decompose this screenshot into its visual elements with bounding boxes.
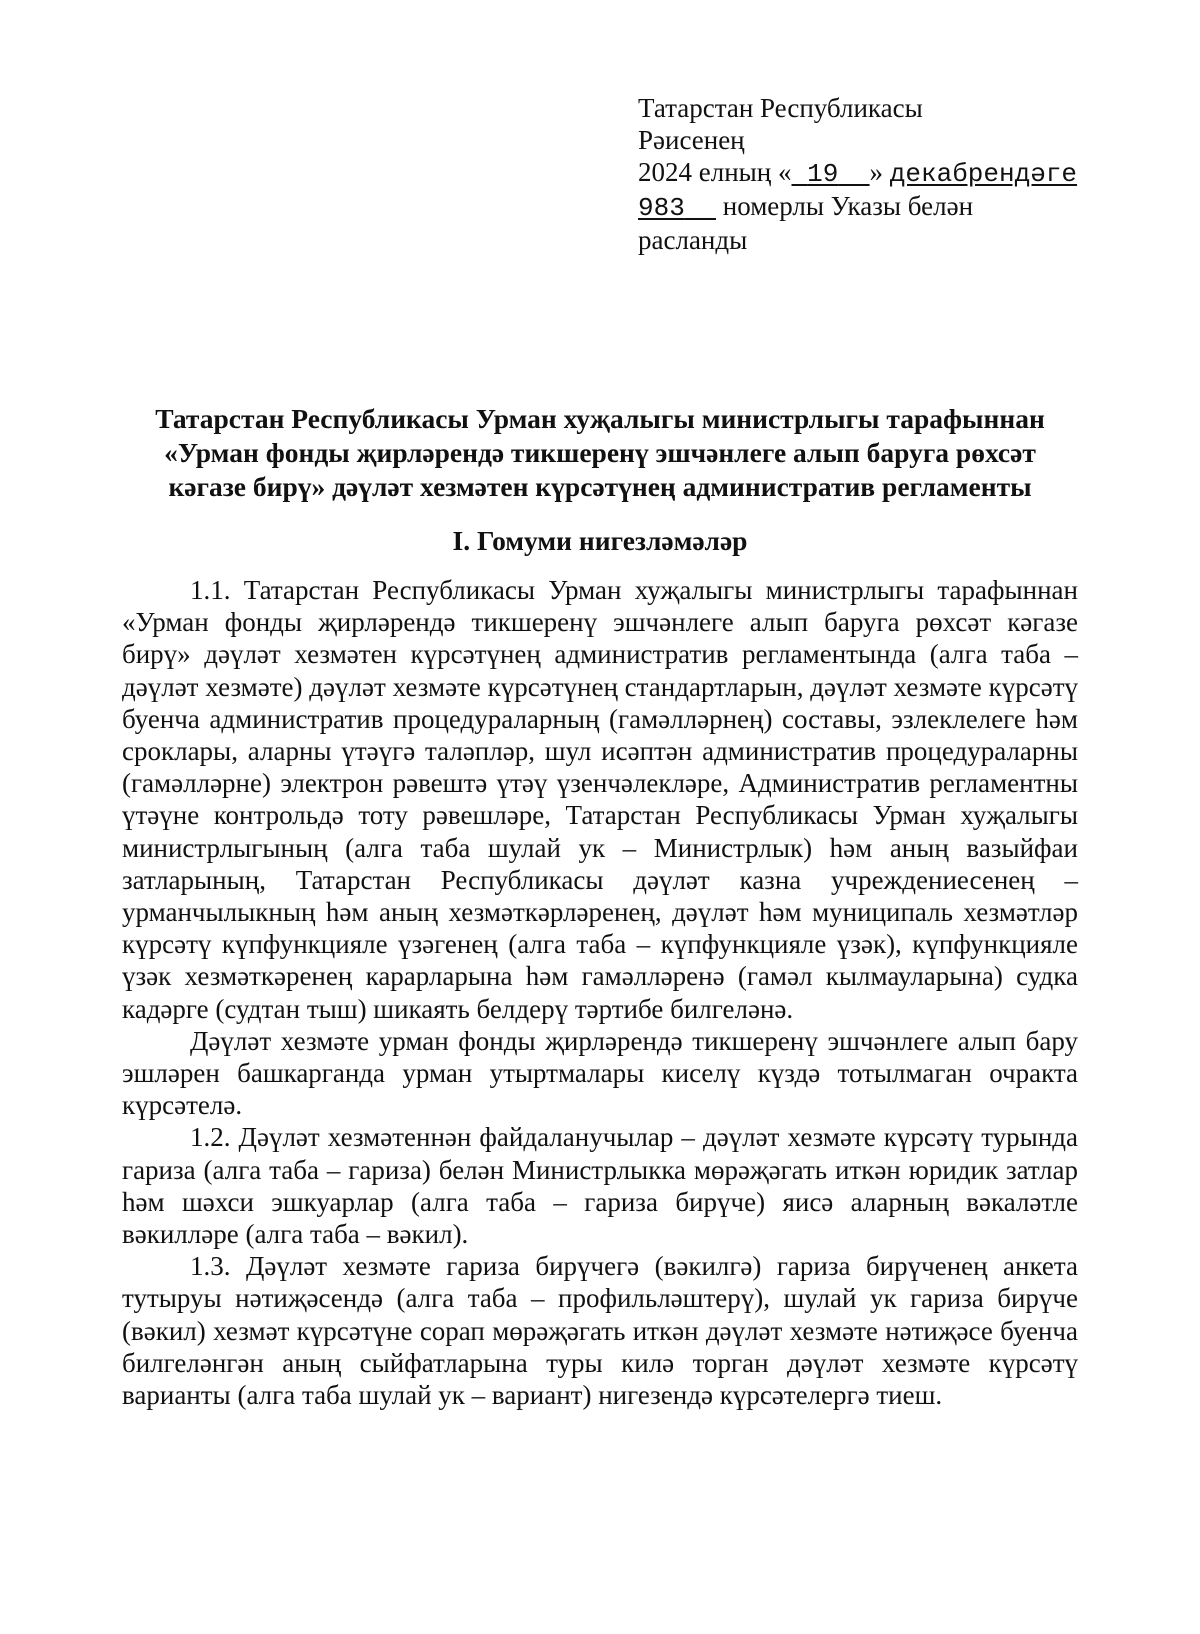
paragraph-1-1-note: Дәүләт хезмәте урман фонды җирләрендә тикшеренү эшчәнлеге алып бару эшләрен башкарганда урман утыртмалары киселү күздә тотылмаган очракта күрсәтелә. (122, 1025, 1078, 1121)
approval-year-text: 2024 елның « (638, 157, 792, 187)
paragraph-1-3: 1.3. Дәүләт хезмәте гариза бирүчегә (вәкилгә) гариза бирүченең анкета тутыруы нәтиҗәсендә (алга таба – профильләштерү), шулай ук гариза бирүче (вәкил) хезмәт күрсәтүне сорап мөрәҗәгать иткән дәүләт хезмәте нәтиҗәсе буенча билгеләнгән аның сыйфатларына туры килә торган дәүләт хезмәте күрсәтү варианты (алга таба шулай ук – вариант) нигезендә күрсәтелергә тиеш. (122, 1251, 1078, 1411)
approval-line-1: Татарстан Республикасы (638, 93, 923, 123)
approval-day: 19 (807, 159, 839, 189)
approval-line-4 (638, 190, 1108, 224)
document-body (122, 574, 1078, 1411)
approval-stamp (638, 92, 1108, 256)
approval-month: декабрендәге (889, 159, 1078, 189)
approval-line-3 (638, 156, 1108, 190)
title-line-3: кәгазе бирү» дәүләт хезмәтен күрсәтүнең административ регламенты (168, 471, 1032, 502)
approval-number-text: номерлы Указы белән (722, 191, 974, 221)
approval-mid: » (869, 157, 890, 187)
section-heading: I. Гомуми нигезләмәләр (452, 525, 748, 556)
title-line-1: Татарстан Республикасы Урман хуҗалыгы министрлыгы тарафыннан (155, 403, 1045, 434)
title-line-2: «Урман фонды җирләрендә тикшеренү эшчәнлеге алып баруга рөхсәт (164, 437, 1036, 468)
approval-line-5: расланды (638, 225, 748, 255)
approval-line-2: Рәисенең (638, 125, 745, 155)
document-title (110, 402, 1090, 504)
paragraph-1-2: 1.2. Дәүләт хезмәтеннән файдаланучылар – дәүләт хезмәте күрсәтү турында гариза (алга таба – гариза) белән Министрлыкка мөрәҗәгать иткән юридик затлар һәм шәхси эшкуарлар (алга таба – гариза бирүче) яисә аларның вәкаләтле вәкилләре (алга таба – вәкил). (122, 1122, 1078, 1250)
approval-number: 983 (638, 193, 685, 223)
paragraph-1-1: 1.1. Татарстан Республикасы Урман хуҗалыгы министрлыгы тарафыннан «Урман фонды җирләрендә тикшеренү эшчәнлеге алып баруга рөхсәт кәгазе бирү» дәүләт хезмәтен күрсәтүнең административ регламентында (алга таба – дәүләт хезмәте) дәүләт хезмәте күрсәтүнең стандартларын, дәүләт хезмәте күрсәтү буенча административ процедураларның (гамәлләрнең) составы, эзлеклелеге һәм сроклары, аларны үтәүгә таләпләр, шул исәптән административ процедураларны (гамәлләрне) электрон рәвештә үтәү үзенчәлекләре, Административ регламентны үтәүне контрольдә тоту рәвешләре, Татарстан Республикасы Урман хуҗалыгы министрлыгының (алга таба шулай ук – Министрлык) һәм аның вазыйфаи затларының, Татарстан Республикасы дәүләт казна учреждениесенең – урманчылыкның һәм аның хезмәткәрләренең, дәүләт һәм муниципаль хезмәтләр күрсәтү күпфункцияле үзәгенең (алга таба – күпфункцияле үзәк), күпфункцияле үзәк хезмәткәренең карарларына һәм гамәлләренә (гамәл кылмауларына) судка кадәрге (судтан тыш) шикаять белдерү тәртибе билгеләнә. (122, 575, 1078, 1024)
